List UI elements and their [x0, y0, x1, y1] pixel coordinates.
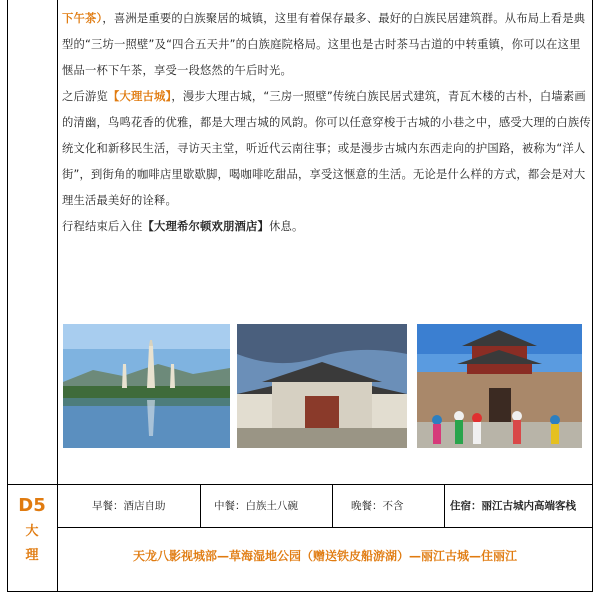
day-label [8, 485, 56, 592]
highlight-dali-old-town: 【大理古城】 [108, 90, 172, 103]
table-divider [57, 0, 58, 592]
itinerary-description [62, 6, 592, 240]
day-city-char-2: 理 [25, 548, 39, 563]
highlight-text: 下午茶） [62, 12, 103, 25]
breakfast-cell: 早餐：酒店自助 [92, 500, 166, 512]
paragraph-text: 行程结束后入住 [62, 220, 143, 233]
day-city-char-1: 大 [25, 524, 39, 539]
meal-divider-1 [200, 484, 201, 527]
lodging-cell: 住宿：丽江古城内高端客栈 [450, 500, 576, 512]
bai-courtyard-gate-photo [237, 324, 407, 448]
paragraph-hotel [62, 214, 592, 240]
paragraph-text: 休息。 [268, 220, 304, 233]
meal-divider-2 [332, 484, 333, 527]
paragraph-text: 之后游览 [62, 90, 108, 103]
dali-city-gate-photo [417, 324, 582, 448]
paragraph-text: ，漫步大理古城，“三房一照壁”传统白族民居式建筑，青瓦木楼的古朴，白墙素画的清幽，鸟鸣花香的优雅，都是大理古城的风韵。你可以任意穿梭于古城的小巷之中，感受大理的白族传统文化和新移民生活，寻访天主堂，听近代云南往事；或是漫步古城内东西走向的护国路，被称为“洋人街”，到街角的咖啡店里歇歇脚，喝咖啡吃甜品，享受这惬意的生活。无论是什么样的方式，都会是对大理生活最美好的诠释。 [62, 90, 591, 207]
table-right-border [592, 0, 593, 592]
day-code: D5 [18, 495, 46, 516]
hotel-name: 【大理希尔顿欢朋酒店】 [142, 220, 269, 233]
meal-divider-3 [444, 484, 445, 527]
three-pagodas-lake-photo [63, 324, 230, 448]
dinner-cell: 晚餐：不含 [351, 500, 404, 512]
route-summary: 天龙八影视城部—草海湿地公园（赠送铁皮船游湖）—丽江古城—住丽江 [132, 549, 517, 563]
paragraph-text: ，喜洲是重要的白族聚居的城镇，这里有着保存最多、最好的白族民居建筑群。从布局上看是典型的“三坊一照壁”及“四合五天井”的白族庭院格局。这里也是古时茶马古道的中转重镇，你可以在这里惬品一杯下午茶，享受一段悠然的午后时光。 [62, 12, 586, 77]
row-divider [7, 484, 593, 485]
table-bottom-border [7, 591, 593, 592]
lunch-cell: 中餐：白族土八碗 [214, 500, 298, 512]
paragraph-dali-old-town [62, 84, 592, 214]
paragraph-xizhou [62, 6, 592, 84]
day-city [8, 520, 56, 568]
